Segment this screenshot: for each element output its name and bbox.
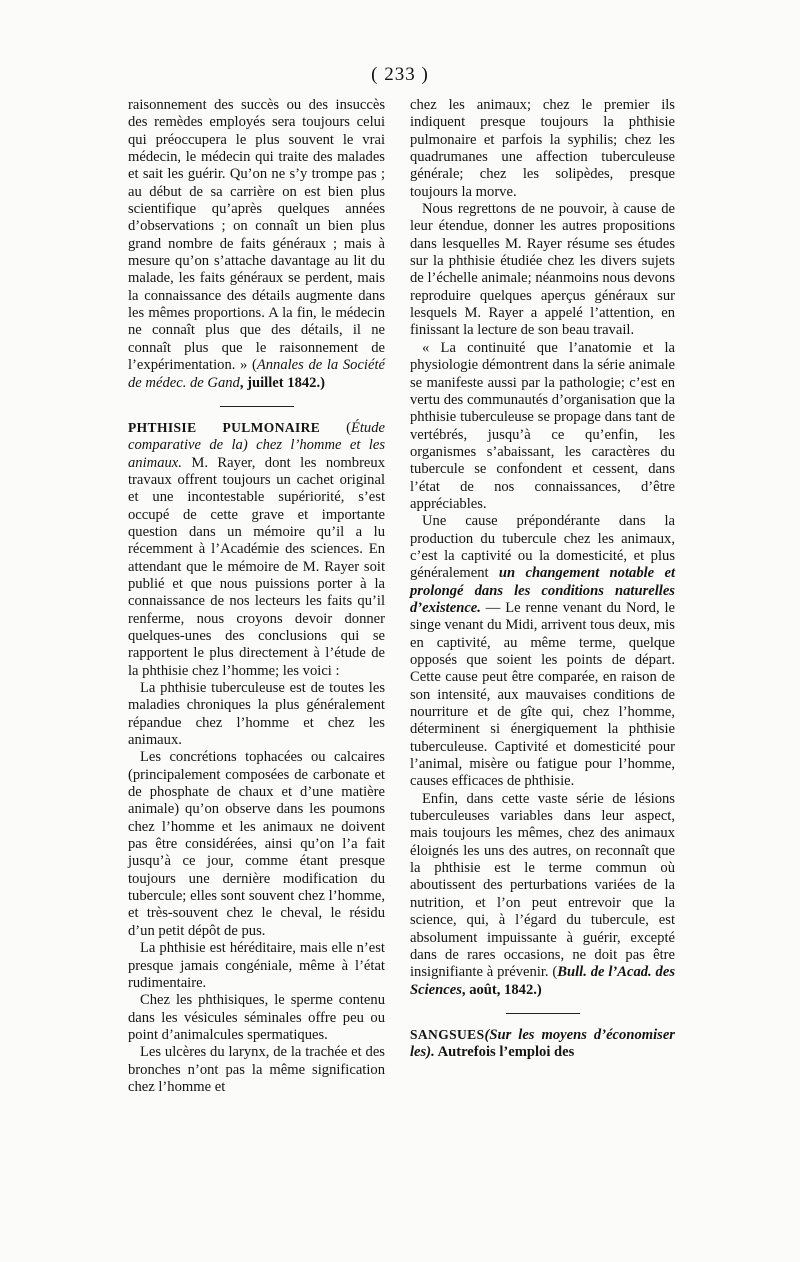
paragraph [128, 97, 385, 392]
article-subtitle: Étude comparative de la) chez l’homme et les animaux. [128, 419, 385, 471]
paragraph-text: Autrefois l’emploi des [434, 1044, 575, 1061]
section-divider [220, 406, 294, 407]
paragraph-text: — Le renne venant du Nord, le singe venant du Midi, arrivent tous deux, mis en captivité, au même terme, quelque opposés que soient les points de départ. Cette cause peut être comparée, en raison de son intensité, aux mauvaises conditions de nourriture et de gîte qui, chez l’homme, déterminent si énergiquement la phthisie tuberculeuse. Captivité et domesticité pour l’animal, misère ou fatigue pour l’homme, causes efficaces de phthisie. [410, 599, 675, 790]
article-title: PHTHISIE PULMONAIRE [128, 419, 321, 435]
citation-date: , août, 1842.) [461, 981, 542, 998]
paragraph: chez les animaux; chez le premier ils indiquent presque toujours la phthisie pulmonaire et parfois la syphilis; chez les quadrumanes une affection tuberculeuse générale; chez les solipèdes, presque toujours la morve. [410, 97, 675, 200]
paragraph-text: raisonnement des succès ou des insuccès des remèdes employés sera toujours celui qui préoccupera le plus souvent le vrai médecin, le médecin qui traite des malades et sait les guérir. Qu’on ne s’y trompe pas ; au début de sa carrière on est bien plus scientifique qu’après quelques années d’observations ; on connaît un bien plus grand nombre de faits généraux ; mais à mesure qu’on s’attache davantage au lit du malade, les faits généraux se perdent, mais la connaissance des détails augmente dans les mêmes proportions. A la fin, le médecin ne connaît plus que des détails, il ne connaît plus que le raisonnement de l’expérimentation. » ( [128, 97, 385, 374]
paragraph [410, 791, 675, 999]
paragraph: La phthisie tuberculeuse est de toutes les maladies chroniques la plus généralement répandue chez l’homme et chez les animaux. [128, 680, 385, 749]
article-subtitle: (Sur les moyens d’économiser les). [410, 1026, 675, 1061]
emphasized-text: un changement notable et prolongé dans les conditions naturelles d’existence. [410, 565, 675, 616]
subtitle-paren: ( [320, 419, 351, 436]
paragraph: Nous regrettons de ne pouvoir, à cause de leur étendue, donner les autres propositions dans lesquelles M. Rayer résume ses études sur la phthisie étudiée chez les divers sujets de l’échelle animale; néanmoins nous devons reproduire quelques aperçus généraux sur lesquels M. Rayer a appelé l’attention, en finissant la lecture de son beau travail. [410, 201, 675, 339]
paragraph: La phthisie est héréditaire, mais elle n’est presque jamais congéniale, même à l’état rudimentaire. [128, 940, 385, 991]
paragraph: Les concrétions tophacées ou calcaires (principalement composées de carbonate et de phosphate de chaux et d’une matière animale) qu’on observe dans les poumons chez l’homme et les animaux ne doivent pas être considérées, ainsi qu’on l’a fait jusqu’à ce jour, comme étant presque toujours une dernière modification du tubercule; elles sont souvent chez l’homme, et très-souvent chez le cheval, le résidu d’un petit dépôt de pus. [128, 749, 385, 939]
paragraph: « La continuité que l’anatomie et la physiologie démontrent dans la série animale se manifeste aussi par la pathologie; c’est en vertu des communautés d’organisation que la phthisie tuberculeuse se propage dans tant de vertébrés, jusqu’à ce qu’enfin, les organismes s’abaissant, les caractères du tubercule se confondent et cessent, dans l’état de nos connaissances, d’être appréciables. [410, 339, 675, 512]
article-heading [410, 1026, 675, 1062]
paragraph-text: Une cause prépondérante dans la production du tubercule chez les animaux, c’est la captivité ou la domesticité, et plus généralement [410, 513, 675, 582]
source-citation: Annales de la Société de médec. de Gand [128, 357, 385, 391]
right-column [410, 97, 675, 1062]
paragraph [410, 513, 675, 791]
section-divider [506, 1013, 580, 1014]
article-title: SANGSUES [410, 1026, 485, 1042]
paragraph: Les ulcères du larynx, de la trachée et des bronches n’ont pas la même signification chez l’homme et [128, 1044, 385, 1095]
article-heading [128, 419, 385, 680]
citation-date: , juillet 1842.) [239, 374, 325, 391]
paragraph-text: M. Rayer, dont les nombreux travaux offrent toujours un cachet original et une incontestable supériorité, s’est occupé de cette grave et importante question dans un mémoire qu’il a lu récemment à l’Académie des sciences. En attendant que le mémoire de M. Rayer soit publié et que nous puissions porter à la connaissance de nos lecteurs les faits qu’il renferme, nous croyons devoir donner quelques-unes des conclusions qui se rapportent le plus directement à l’étude de la phthisie chez l’homme; les voici : [128, 454, 385, 679]
paragraph-text: Enfin, dans cette vaste série de lésions tuberculeuses variables dans leur aspect, mais toujours les mêmes, chez des animaux éloignés les uns des autres, on reconnaît que la phthisie est le terme commun où aboutissent des perturbations variées de la nutrition, et l’on peut entrevoir que la science, qui, à l’égard du tubercule, est absolument impuissante à guérir, excepté dans de rares occasions, ne doit pas être insignifiante à prévenir. ( [410, 790, 675, 981]
page-number: ( 233 ) [371, 64, 429, 85]
left-column [128, 97, 385, 1096]
source-citation: Bull. de l’Acad. des Sciences [410, 964, 676, 998]
paragraph: Chez les phthisiques, le sperme contenu dans les vésicules séminales offre peu ou point d’animalcules spermatiques. [128, 992, 385, 1043]
